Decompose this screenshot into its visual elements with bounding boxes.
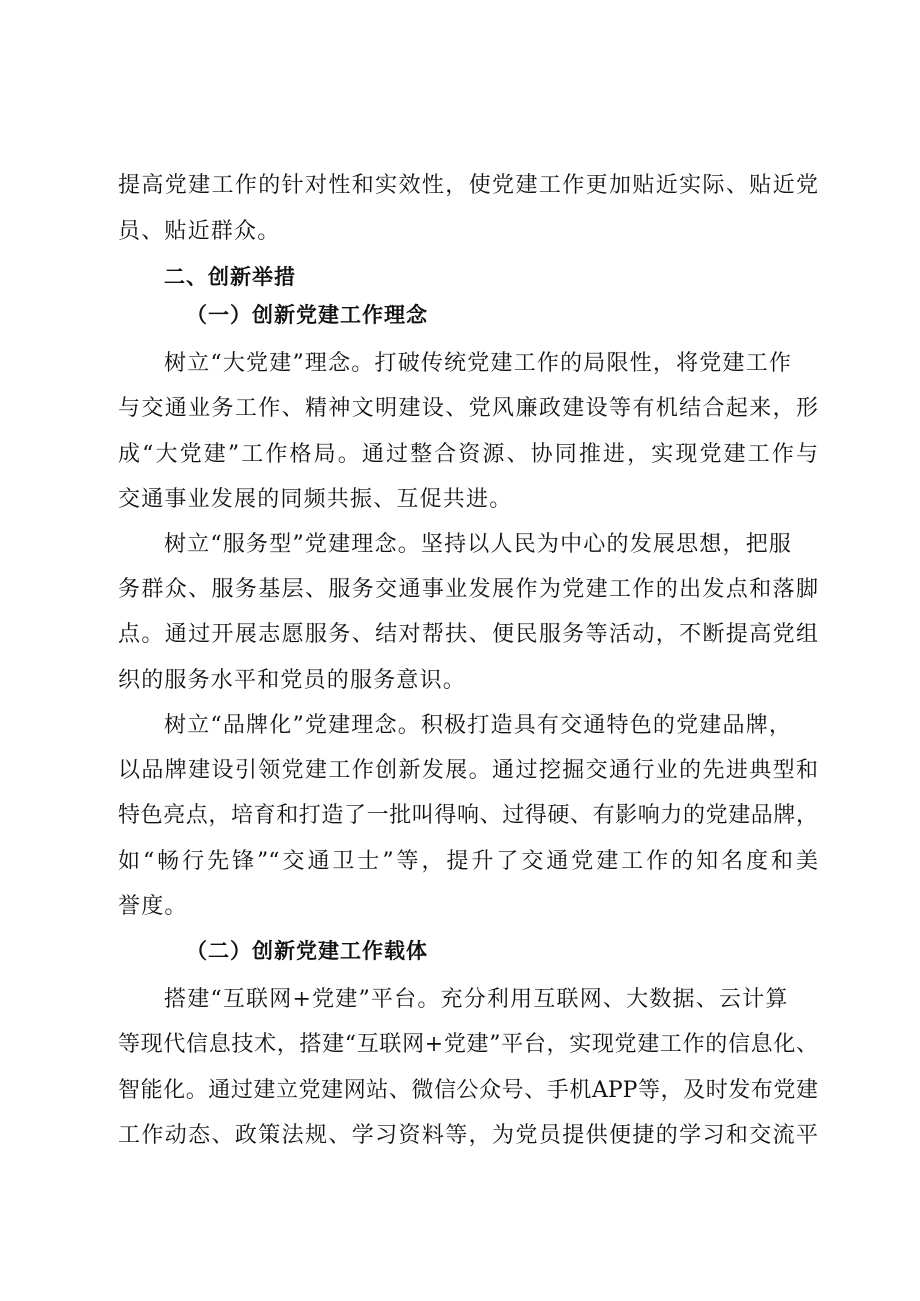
paragraph-first-line: 树立“大党建”理念。打破传统党建工作的局限性，将党建工作	[164, 351, 793, 376]
body-line: 点。通过开展志愿服务、结对帮扶、便民服务等活动，不断提高党组	[118, 622, 818, 647]
body-line: 工作动态、政策法规、学习资料等，为党员提供便捷的学习和交流平	[118, 1123, 818, 1148]
body-line: 特色亮点，培育和打造了一批叫得响、过得硬、有影响力的党建品牌，	[118, 803, 818, 828]
body-line: 以品牌建设引领党建工作创新发展。通过挖掘交通行业的先进典型和	[118, 758, 818, 783]
body-line: 交通事业发展的同频共振、互促共进。	[118, 487, 513, 512]
body-line: 织的服务水平和党员的服务意识。	[118, 668, 467, 693]
paragraph-first-line: 树立“服务型”党建理念。坚持以人民为中心的发展思想，把服	[164, 532, 793, 557]
paragraph-first-line: 搭建“互联网+党建”平台。充分利用互联网、大数据、云计算	[164, 987, 789, 1012]
body-line: 智能化。通过建立党建网站、微信公众号、手机APP等，及时发布党建	[118, 1078, 818, 1103]
section-heading: 二、创新举措	[164, 265, 296, 289]
body-line: 等现代信息技术，搭建“互联网+党建”平台，实现党建工作的信息化、	[118, 1032, 818, 1057]
body-line: 如“畅行先锋”“交通卫士”等，提升了交通党建工作的知名度和美	[118, 849, 818, 874]
body-line: 与交通业务工作、精神文明建设、党风廉政建设等有机结合起来，形	[118, 396, 818, 421]
subsection-heading: （一）创新党建工作理念	[186, 303, 428, 327]
body-line: 员、贴近群众。	[118, 219, 281, 244]
subsection-heading: （二）创新党建工作载体	[186, 939, 428, 963]
body-line: 誉度。	[118, 894, 188, 919]
paragraph-first-line: 树立“品牌化”党建理念。积极打造具有交通特色的党建品牌，	[164, 713, 793, 738]
body-line: 务群众、服务基层、服务交通事业发展作为党建工作的出发点和落脚	[118, 577, 818, 602]
body-line: 提高党建工作的针对性和实效性，使党建工作更加贴近实际、贴近党	[118, 173, 818, 198]
body-line: 成“大党建”工作格局。通过整合资源、协同推进，实现党建工作与	[118, 442, 818, 467]
